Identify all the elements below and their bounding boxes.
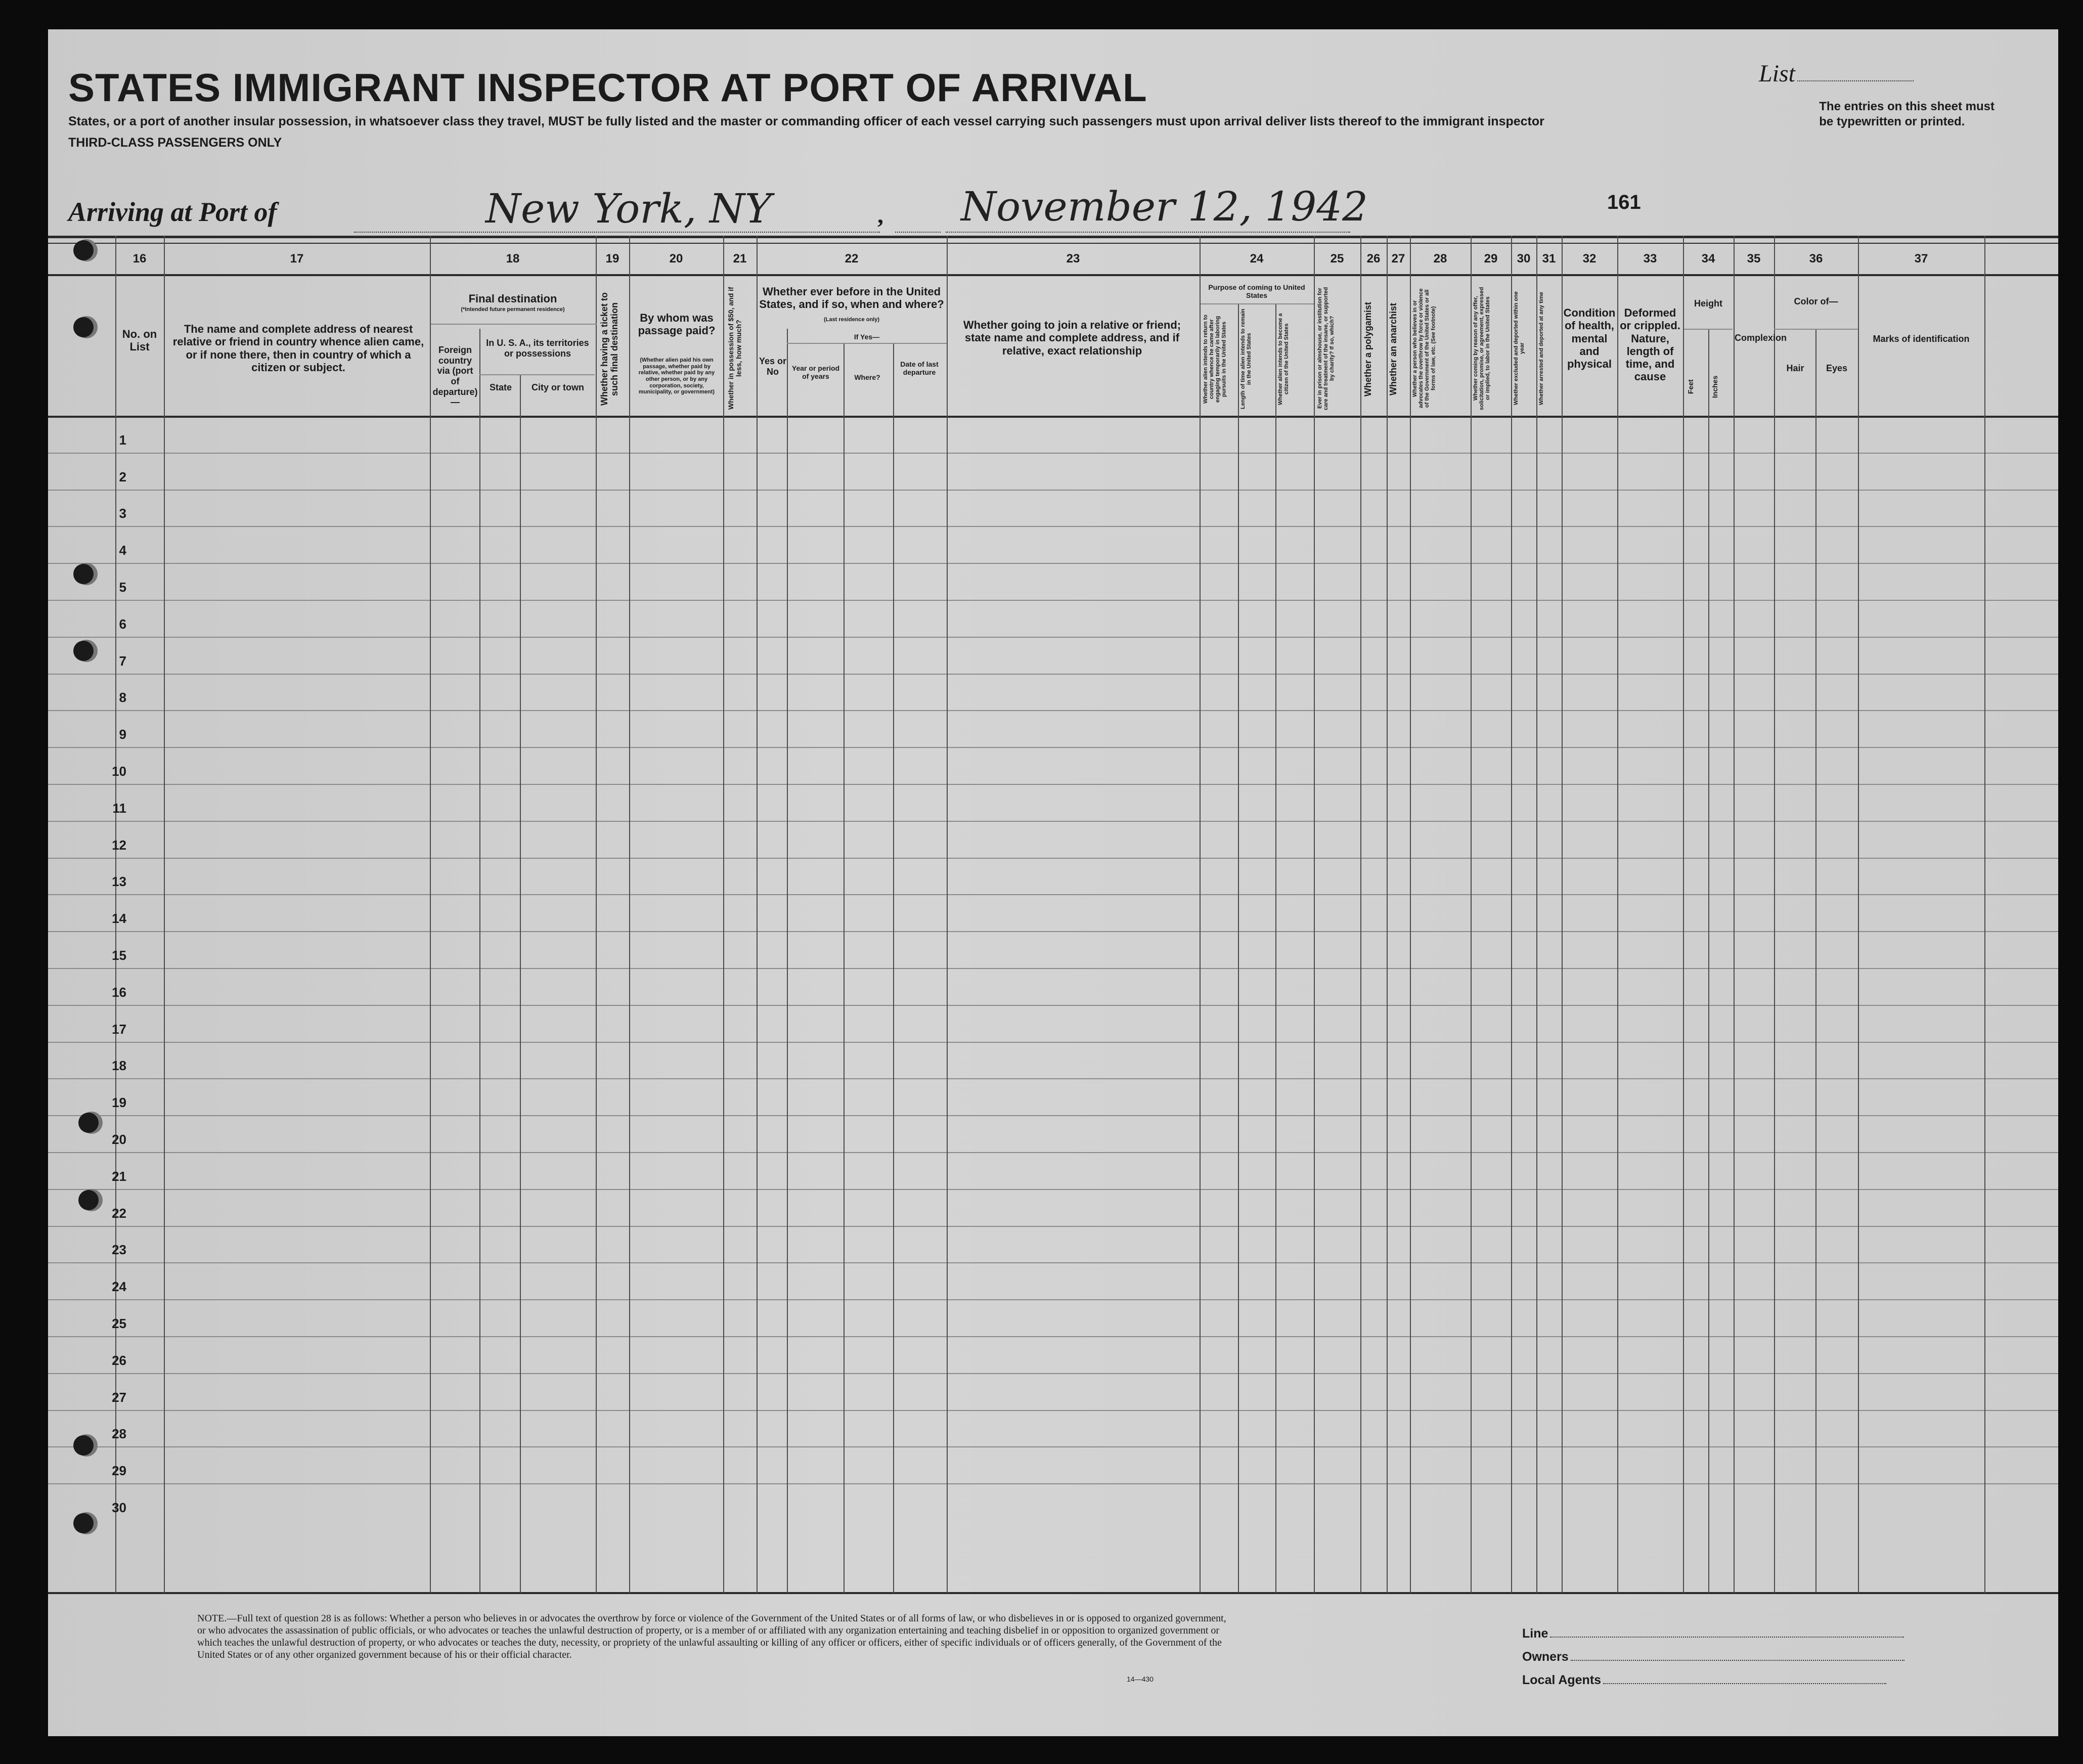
- sub-column-rule: [1815, 329, 1816, 1593]
- row-number: 29: [112, 1463, 126, 1478]
- row-number: 15: [112, 948, 126, 963]
- header-final-destination: Final destination: [468, 292, 557, 305]
- colnum-34: 34: [1701, 252, 1715, 266]
- row-rule: [48, 1373, 2058, 1374]
- header-marks: Marks of identification: [1873, 334, 1970, 344]
- row-rule: [48, 563, 2058, 564]
- column-rule: [1562, 236, 1563, 1593]
- header-foreign-country: Foreign country via (port of departure)—: [432, 345, 478, 408]
- row-rule: [48, 1299, 2058, 1300]
- footnote: NOTE.—Full text of question 28 is as follows: Whether a person who believes in or advocates the overthrow by force or violence of the Government of the United States or of all forms of law, or who disbelieves in or is opposed to organized government, or who advocates the assassination of public officials, or who advocates or teaches the unlawful destruction of property, or is a member of or affiliated with any organization entertaining and teaching disbelief in or opposition to organized government or which teaches the unlawful destruction of property, or who advocates or teaches the duty, necessity, or propriety of the unlawful assaulting or killing of any officer or officers, either of specific individuals or of officers generally, of the Government of the United States or of any other organized government because of his or their official character.: [197, 1613, 1226, 1660]
- header-passage-paid-note: (Whether alien paid his own passage, whether paid by relative, whether paid by any other person, or by any corporation, society, municipality, or government): [638, 357, 715, 395]
- row-number: 14: [112, 911, 126, 926]
- row-rule: [48, 894, 2058, 895]
- column-rule: [1774, 236, 1775, 1593]
- row-number: 13: [112, 874, 126, 889]
- binder-hole: [73, 1513, 94, 1533]
- column-rule: [1858, 236, 1859, 1593]
- colnum-27: 27: [1391, 252, 1405, 266]
- row-number: 4: [119, 543, 126, 558]
- binder-hole: [73, 1435, 94, 1456]
- column-rule: [1511, 236, 1512, 1593]
- header-state: State: [489, 382, 512, 392]
- footer-line-field: Line: [1522, 1626, 1904, 1641]
- header-height: Height: [1694, 298, 1722, 308]
- row-rule: [48, 637, 2058, 638]
- row-number: 21: [112, 1169, 126, 1184]
- header-purpose-b: Length of time alien intends to remain in the United States: [1240, 308, 1253, 410]
- footer-owners-field: Owners: [1522, 1650, 1904, 1664]
- column-rule: [1387, 236, 1388, 1593]
- sub-column-rule: [1275, 303, 1276, 1593]
- header-no-on-list: No. on List: [122, 328, 157, 354]
- row-number: 3: [119, 506, 126, 521]
- header-rule: [48, 416, 2058, 418]
- subtitle: States, or a port of another insular possession, in whatsoever class they travel, MUST be fully listed and the master or commanding officer of each vessel carrying such passengers must upon arrival deliver lists thereof to the immigrant inspector: [68, 114, 1544, 128]
- row-rule: [48, 968, 2058, 969]
- sub-column-rule: [844, 344, 845, 1593]
- row-number: 12: [112, 837, 126, 853]
- header-city-or-town: City or town: [531, 382, 584, 392]
- header-in-usa: In U. S. A., its territories or possessions: [486, 338, 589, 359]
- column-rule: [1200, 236, 1201, 1593]
- row-number: 23: [112, 1242, 126, 1257]
- colnum-19: 19: [605, 252, 619, 266]
- header-purpose-a: Whether alien intends to return to country whence he came after engaging temporarily in laboring pursuits in the United States: [1203, 315, 1227, 404]
- row-rule: [48, 1189, 2058, 1190]
- row-number: 1: [119, 432, 126, 448]
- row-rule: [48, 1262, 2058, 1263]
- colnum-37: 37: [1914, 252, 1928, 266]
- row-number: 11: [112, 801, 126, 816]
- header-join-relative: Whether going to join a relative or friend; state name and complete address, and if relative, exact relationship: [963, 319, 1181, 357]
- header-q31: Whether arrested and deported at any time: [1538, 292, 1544, 405]
- row-rule: [48, 1005, 2058, 1006]
- port-value: New York, NY: [485, 185, 772, 232]
- sub-header-rule: [1684, 329, 1733, 330]
- row-number: 8: [119, 690, 126, 705]
- row-rule: [48, 674, 2058, 675]
- table-bottom-rule: [48, 1592, 2058, 1594]
- row-rule: [48, 1115, 2058, 1116]
- column-rule: [1984, 236, 1985, 1593]
- row-rule: [48, 1226, 2058, 1227]
- row-rule: [48, 1078, 2058, 1079]
- column-rule: [723, 236, 724, 1593]
- header-date-last-departure: Date of last departure: [900, 360, 939, 377]
- row-rule: [48, 453, 2058, 454]
- header-q28: Whether a person who believes in or advocates the overthrow by force or violence of the Government of the United States or all forms of law, etc. (See footnote): [1412, 288, 1437, 409]
- row-number: 7: [119, 653, 126, 669]
- row-rule: [48, 710, 2058, 711]
- binder-hole: [73, 641, 94, 661]
- column-rule: [947, 236, 948, 1593]
- date-dotted-line: [895, 232, 941, 233]
- binder-hole: [78, 1113, 99, 1133]
- arriving-label: Arriving at Port of: [68, 197, 277, 227]
- manifest-sheet: [48, 29, 2058, 1736]
- column-rule: [1683, 236, 1684, 1593]
- row-rule: [48, 1410, 2058, 1411]
- header-yes-or-no: Yes or No: [759, 356, 787, 377]
- third-class-label: THIRD-CLASS PASSENGERS ONLY: [68, 136, 282, 150]
- row-number: 6: [119, 616, 126, 632]
- row-number: 9: [119, 727, 126, 742]
- page-title: STATES IMMIGRANT INSPECTOR AT PORT OF ARRIVAL: [68, 65, 1147, 110]
- header-where: Where?: [854, 373, 880, 381]
- entries-note: The entries on this sheet must be typewritten or printed.: [1819, 100, 1995, 128]
- page-number: 161: [1607, 191, 1641, 213]
- comma: ,: [877, 202, 883, 229]
- colnum-28: 28: [1433, 252, 1447, 266]
- header-ticket: Whether having a ticket to such final destination: [599, 292, 619, 406]
- colnum-17: 17: [290, 252, 304, 266]
- list-label: List: [1759, 60, 1914, 87]
- date-value: November 12, 1942: [961, 183, 1368, 230]
- header-feet: Feet: [1687, 379, 1695, 394]
- header-passage-paid: By whom was passage paid?: [638, 312, 716, 337]
- sub-header-rule: [1201, 303, 1314, 304]
- sub-header-rule: [479, 374, 595, 375]
- header-polygamist: Whether a polygamist: [1363, 301, 1373, 396]
- sub-column-rule: [1708, 329, 1709, 1593]
- column-rule: [1734, 236, 1735, 1593]
- table-top-rule-2: [48, 243, 2058, 244]
- row-rule: [48, 1336, 2058, 1337]
- colnum-35: 35: [1747, 252, 1761, 266]
- row-rule: [48, 600, 2058, 601]
- row-rule: [48, 931, 2058, 932]
- header-anarchist: Whether an anarchist: [1388, 302, 1398, 395]
- table-top-rule: [48, 236, 2058, 238]
- header-inches: Inches: [1711, 375, 1719, 399]
- row-number: 24: [112, 1279, 126, 1294]
- sub-column-rule: [893, 344, 894, 1593]
- colnum-26: 26: [1366, 252, 1381, 266]
- row-number: 26: [112, 1353, 126, 1368]
- header-color-of: Color of—: [1794, 296, 1838, 306]
- sub-header-rule: [431, 324, 597, 325]
- colnum-31: 31: [1542, 252, 1556, 266]
- sub-header-rule: [787, 343, 947, 344]
- colnum-16: 16: [132, 252, 147, 266]
- column-rule: [430, 236, 431, 1593]
- row-rule: [48, 1042, 2058, 1043]
- form-number: 14—430: [1127, 1675, 1154, 1683]
- row-number: 18: [112, 1058, 126, 1073]
- row-rule: [48, 747, 2058, 748]
- header-q29: Whether coming by reason of any offer, solicitation, promise, or agreement, expressed or implied, to labor in the United States: [1473, 287, 1491, 410]
- colnum-18: 18: [506, 252, 520, 266]
- column-rule: [1536, 236, 1537, 1593]
- binder-hole: [78, 1190, 99, 1210]
- header-complexion: Complexion: [1735, 333, 1787, 343]
- header-year-or-period: Year or period of years: [791, 364, 840, 381]
- colnum-20: 20: [669, 252, 683, 266]
- binder-hole: [73, 317, 94, 337]
- column-rule: [1360, 236, 1361, 1593]
- row-number: 25: [112, 1316, 126, 1331]
- date-dotted-line-2: [946, 232, 1350, 233]
- column-rule: [1617, 236, 1618, 1593]
- column-rule: [1410, 236, 1411, 1593]
- row-rule: [48, 1483, 2058, 1484]
- header-prison: Ever in prison or almshouse, or institution for care and treatment of the insane, or supported by charity? If so, which?: [1317, 287, 1336, 410]
- column-rule: [757, 236, 758, 1593]
- column-rule: [629, 236, 630, 1593]
- header-final-destination-note: (*Intended future permanent residence): [461, 306, 565, 313]
- row-rule: [48, 784, 2058, 785]
- header-possession-50: Whether in possession of $50, and if less, how much?: [727, 287, 743, 410]
- sub-column-rule: [1238, 303, 1239, 1593]
- header-deformed: Deformed or crippled. Nature, length of time, and cause: [1620, 306, 1680, 383]
- row-number: 20: [112, 1132, 126, 1147]
- column-rule: [1314, 236, 1315, 1593]
- row-rule: [48, 858, 2058, 859]
- row-number: 30: [112, 1500, 126, 1515]
- footer-local-agents-field: Local Agents: [1522, 1673, 1886, 1688]
- sub-column-rule: [787, 329, 788, 1593]
- row-number: 2: [119, 469, 126, 484]
- colnum-30: 30: [1517, 252, 1531, 266]
- column-rule: [164, 236, 165, 1593]
- header-last-residence: (Last residence only): [823, 317, 880, 323]
- colnum-32: 32: [1582, 252, 1597, 266]
- row-number: 19: [112, 1095, 126, 1110]
- row-number: 28: [112, 1426, 126, 1441]
- row-number: 22: [112, 1206, 126, 1221]
- binder-hole: [73, 240, 94, 260]
- column-rule: [1471, 236, 1472, 1593]
- binder-hole: [73, 564, 94, 584]
- colnum-25: 25: [1330, 252, 1344, 266]
- row-number: 5: [119, 580, 126, 595]
- column-rule: [596, 236, 597, 1593]
- row-rule: [48, 526, 2058, 527]
- row-number: 10: [112, 764, 126, 779]
- sub-column-rule: [479, 329, 480, 1593]
- row-number: 27: [112, 1390, 126, 1405]
- row-rule: [48, 490, 2058, 491]
- header-purpose-c: Whether alien intends to become a citizen of the United States: [1277, 313, 1290, 405]
- header-ever-before: Whether ever before in the United States, and if so, when and where?: [759, 285, 944, 311]
- header-q30: Whether excluded and deported within one year: [1513, 291, 1526, 406]
- row-rule: [48, 1152, 2058, 1153]
- header-eyes: Eyes: [1826, 363, 1848, 373]
- row-rule: [48, 1446, 2058, 1447]
- colnum-36: 36: [1809, 252, 1823, 266]
- colnum-24: 24: [1250, 252, 1264, 266]
- sub-column-rule: [520, 374, 521, 1593]
- header-nearest-relative: The name and complete address of nearest relative or friend in country whence alien came, or if none there, then in country of which a citizen or subject.: [172, 323, 424, 374]
- header-purpose: Purpose of coming to United States: [1208, 283, 1305, 300]
- sub-header-rule: [1774, 329, 1858, 330]
- colnum-21: 21: [733, 252, 747, 266]
- row-number: 16: [112, 985, 126, 1000]
- colnum-rule: [48, 274, 2058, 276]
- colnum-22: 22: [845, 252, 859, 266]
- header-hair: Hair: [1786, 363, 1804, 373]
- colnum-29: 29: [1484, 252, 1498, 266]
- header-condition: Condition of health, mental and physical: [1563, 306, 1616, 371]
- row-rule: [48, 821, 2058, 822]
- colnum-33: 33: [1643, 252, 1657, 266]
- row-number: 17: [112, 1022, 126, 1037]
- header-if-yes: If Yes—: [854, 333, 880, 341]
- colnum-23: 23: [1066, 252, 1080, 266]
